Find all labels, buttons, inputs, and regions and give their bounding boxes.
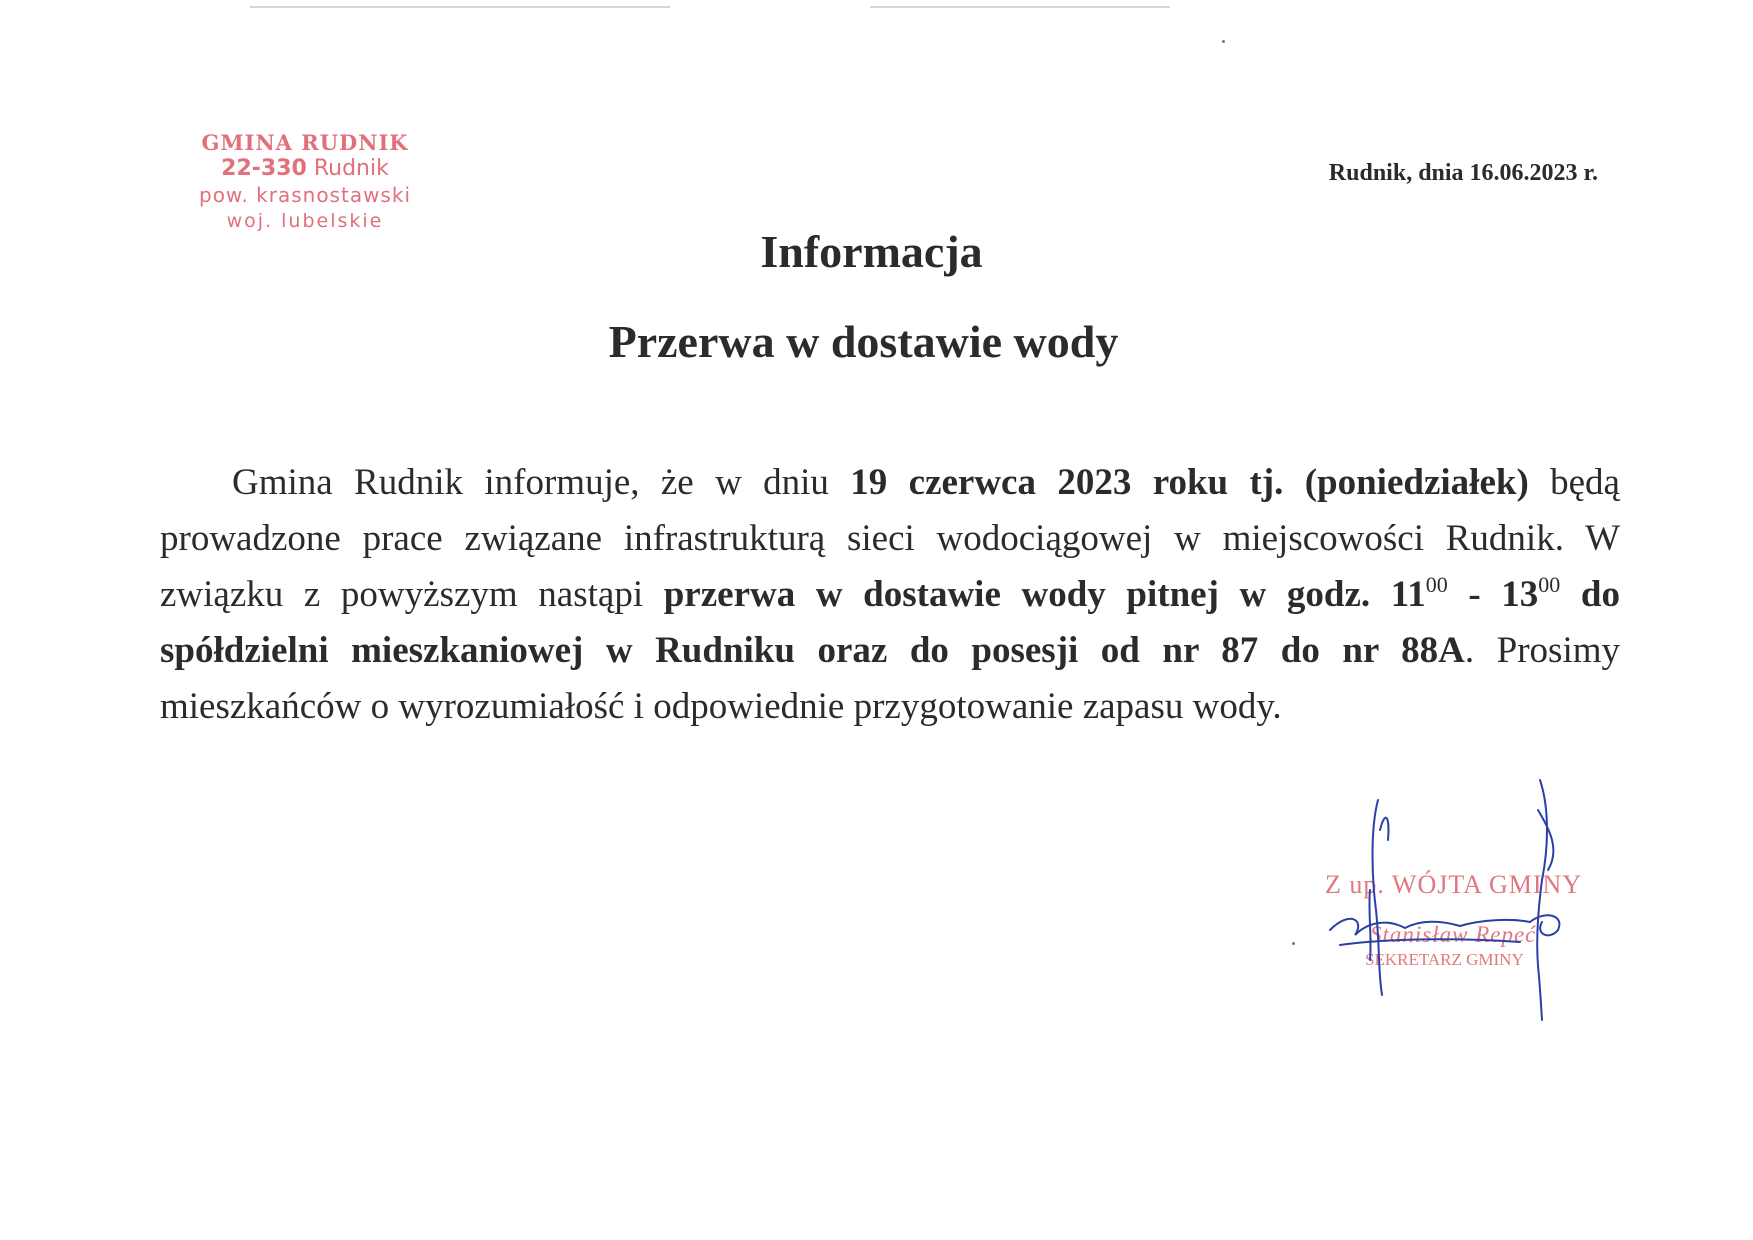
signature-stroke bbox=[1380, 818, 1388, 840]
signature-stroke bbox=[1369, 890, 1370, 960]
body-bold-outage: przerwa w dostawie wody pitnej w godz. 11 bbox=[663, 574, 1426, 615]
municipality-stamp bbox=[160, 130, 450, 234]
scan-speck bbox=[1292, 942, 1295, 945]
handwritten-signature bbox=[1310, 770, 1640, 1040]
document-date: Rudnik, dnia 16.06.2023 r. bbox=[1328, 160, 1598, 186]
body-bold-location: do spółdzielni mieszkaniowej w Rudniku oraz do posesji od nr 87 do nr 88A bbox=[160, 574, 1620, 671]
signature-stamp-name: Stanisław Repeć bbox=[1370, 922, 1537, 947]
body-text-1: Gmina Rudnik informuje, że w dniu bbox=[232, 462, 851, 503]
document-title: Informacja bbox=[760, 226, 983, 277]
stamp-town: Rudnik bbox=[313, 156, 389, 181]
time-start-minutes: 00 bbox=[1425, 572, 1448, 597]
scan-edge-line bbox=[250, 6, 670, 8]
signature-stamp-authority: Z up. WÓJTA GMINY bbox=[1325, 870, 1583, 899]
stamp-voivodeship: woj. lubelskie bbox=[226, 210, 384, 232]
stamp-postal-code: 22-330 bbox=[221, 156, 307, 181]
body-bold-time-end: - 13 bbox=[1447, 574, 1539, 615]
time-end-minutes: 00 bbox=[1538, 572, 1561, 597]
stamp-address bbox=[160, 156, 450, 182]
body-text-3: . Prosimy mieszkańców o wyrozumiałość i odpowiednie przygotowanie zapasu wody. bbox=[160, 630, 1621, 727]
signature-block bbox=[1310, 770, 1640, 1040]
scan-speck bbox=[1222, 40, 1225, 43]
signature-stamp-title: SEKRETARZ GMINY bbox=[1365, 950, 1524, 969]
signature-stroke bbox=[1330, 915, 1559, 935]
stamp-county: pow. krasnostawski bbox=[199, 183, 411, 207]
body-bold-date: 19 czerwca 2023 roku tj. (poniedziałek) bbox=[850, 462, 1529, 503]
scan-edge-line bbox=[870, 6, 1170, 8]
document-subtitle: Przerwa w dostawie wody bbox=[608, 316, 1119, 367]
announcement-body bbox=[160, 455, 1620, 735]
body-text-2: będą prowadzone prace związane infrastrukturą sieci wodociągowej w miejscowości Rudnik. W związku z powyższym nastąpi bbox=[160, 462, 1620, 615]
signature-stroke bbox=[1340, 939, 1520, 945]
stamp-name: GMINA RUDNIK bbox=[201, 130, 409, 155]
